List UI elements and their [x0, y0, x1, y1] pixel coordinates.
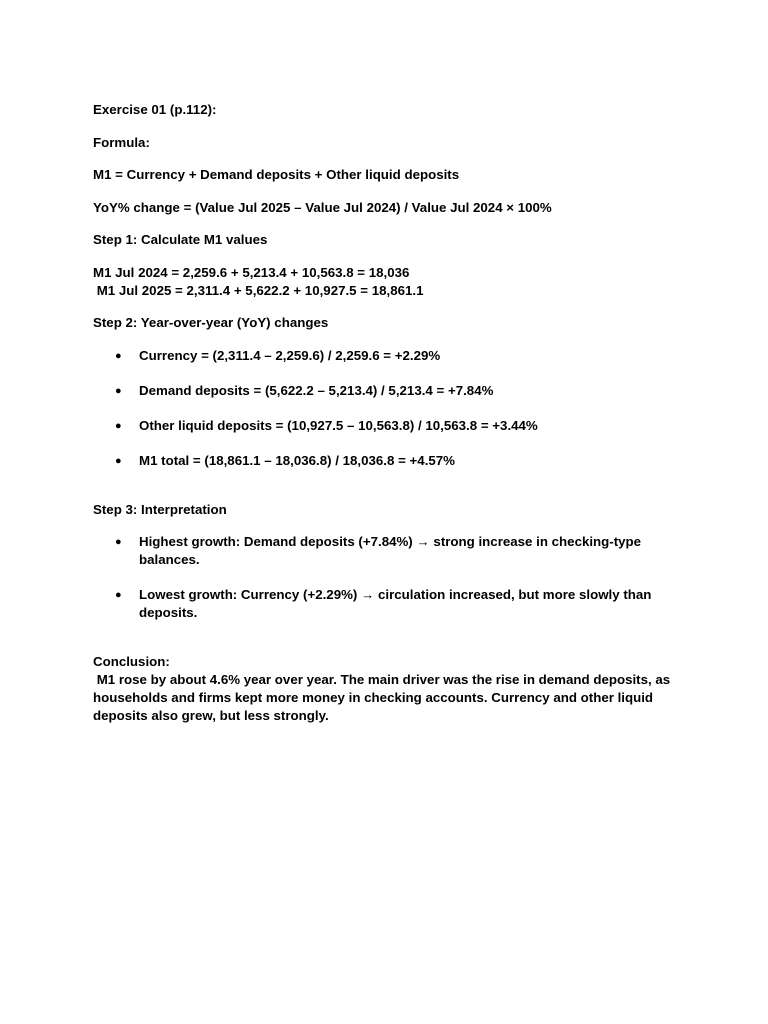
- list-item: [93, 452, 693, 470]
- list-item-text: Other liquid deposits = (10,927.5 – 10,563.8) / 10,563.8 = +3.44%: [139, 417, 538, 433]
- step2-title: Step 2: Year-over-year (YoY) changes: [93, 315, 329, 330]
- list-item-text: Highest growth: Demand deposits (+7.84%) → strong increase in checking-type balances.: [139, 534, 642, 567]
- step3-list: [93, 533, 693, 622]
- list-item-text: Demand deposits = (5,622.2 – 5,213.4) / 5,213.4 = +7.84%: [139, 382, 494, 398]
- conclusion-text: M1 rose by about 4.6% year over year. The main driver was the rise in demand deposits, as households and firms kept more money in checking accounts. Currency and other liquid deposits also grew, but less strongly.: [93, 672, 674, 723]
- list-item: [93, 417, 693, 435]
- spacer: [93, 487, 693, 501]
- step1-line-2025: M1 Jul 2025 = 2,311.4 + 5,622.2 + 10,927.5 = 18,861.1: [93, 282, 424, 298]
- list-item: [93, 586, 693, 622]
- formula-label: Formula:: [93, 134, 150, 150]
- step2-list: [93, 347, 693, 470]
- formula-m1: M1 = Currency + Demand deposits + Other liquid deposits: [93, 167, 460, 182]
- step1-title: Step 1: Calculate M1 values: [93, 232, 268, 247]
- bullet-icon: ●: [115, 419, 122, 432]
- exercise-heading: Exercise 01 (p.112):: [93, 102, 217, 117]
- bullet-icon: ●: [115, 384, 122, 397]
- document-body: [93, 101, 693, 740]
- list-item: [93, 347, 693, 365]
- list-item-text: Lowest growth: Currency (+2.29%) → circulation increased, but more slowly than deposits.: [139, 587, 652, 620]
- list-item: [93, 533, 693, 569]
- list-item-text: Currency = (2,311.4 – 2,259.6) / 2,259.6 = +2.29%: [139, 347, 441, 363]
- step1-line-2024: M1 Jul 2024 = 2,259.6 + 5,213.4 + 10,563.8 = 18,036: [93, 264, 410, 280]
- bullet-icon: ●: [115, 349, 122, 362]
- bullet-icon: ●: [115, 536, 122, 548]
- list-item: [93, 382, 693, 400]
- conclusion-label: Conclusion:: [93, 654, 170, 669]
- list-item-text: M1 total = (18,861.1 – 18,036.8) / 18,036.8 = +4.57%: [139, 452, 456, 468]
- spacer: [93, 639, 693, 653]
- bullet-icon: ●: [115, 589, 122, 601]
- formula-yoy: YoY% change = (Value Jul 2025 – Value Jul 2024) / Value Jul 2024 × 100%: [93, 199, 552, 215]
- step3-title: Step 3: Interpretation: [93, 501, 227, 517]
- bullet-icon: ●: [115, 454, 122, 467]
